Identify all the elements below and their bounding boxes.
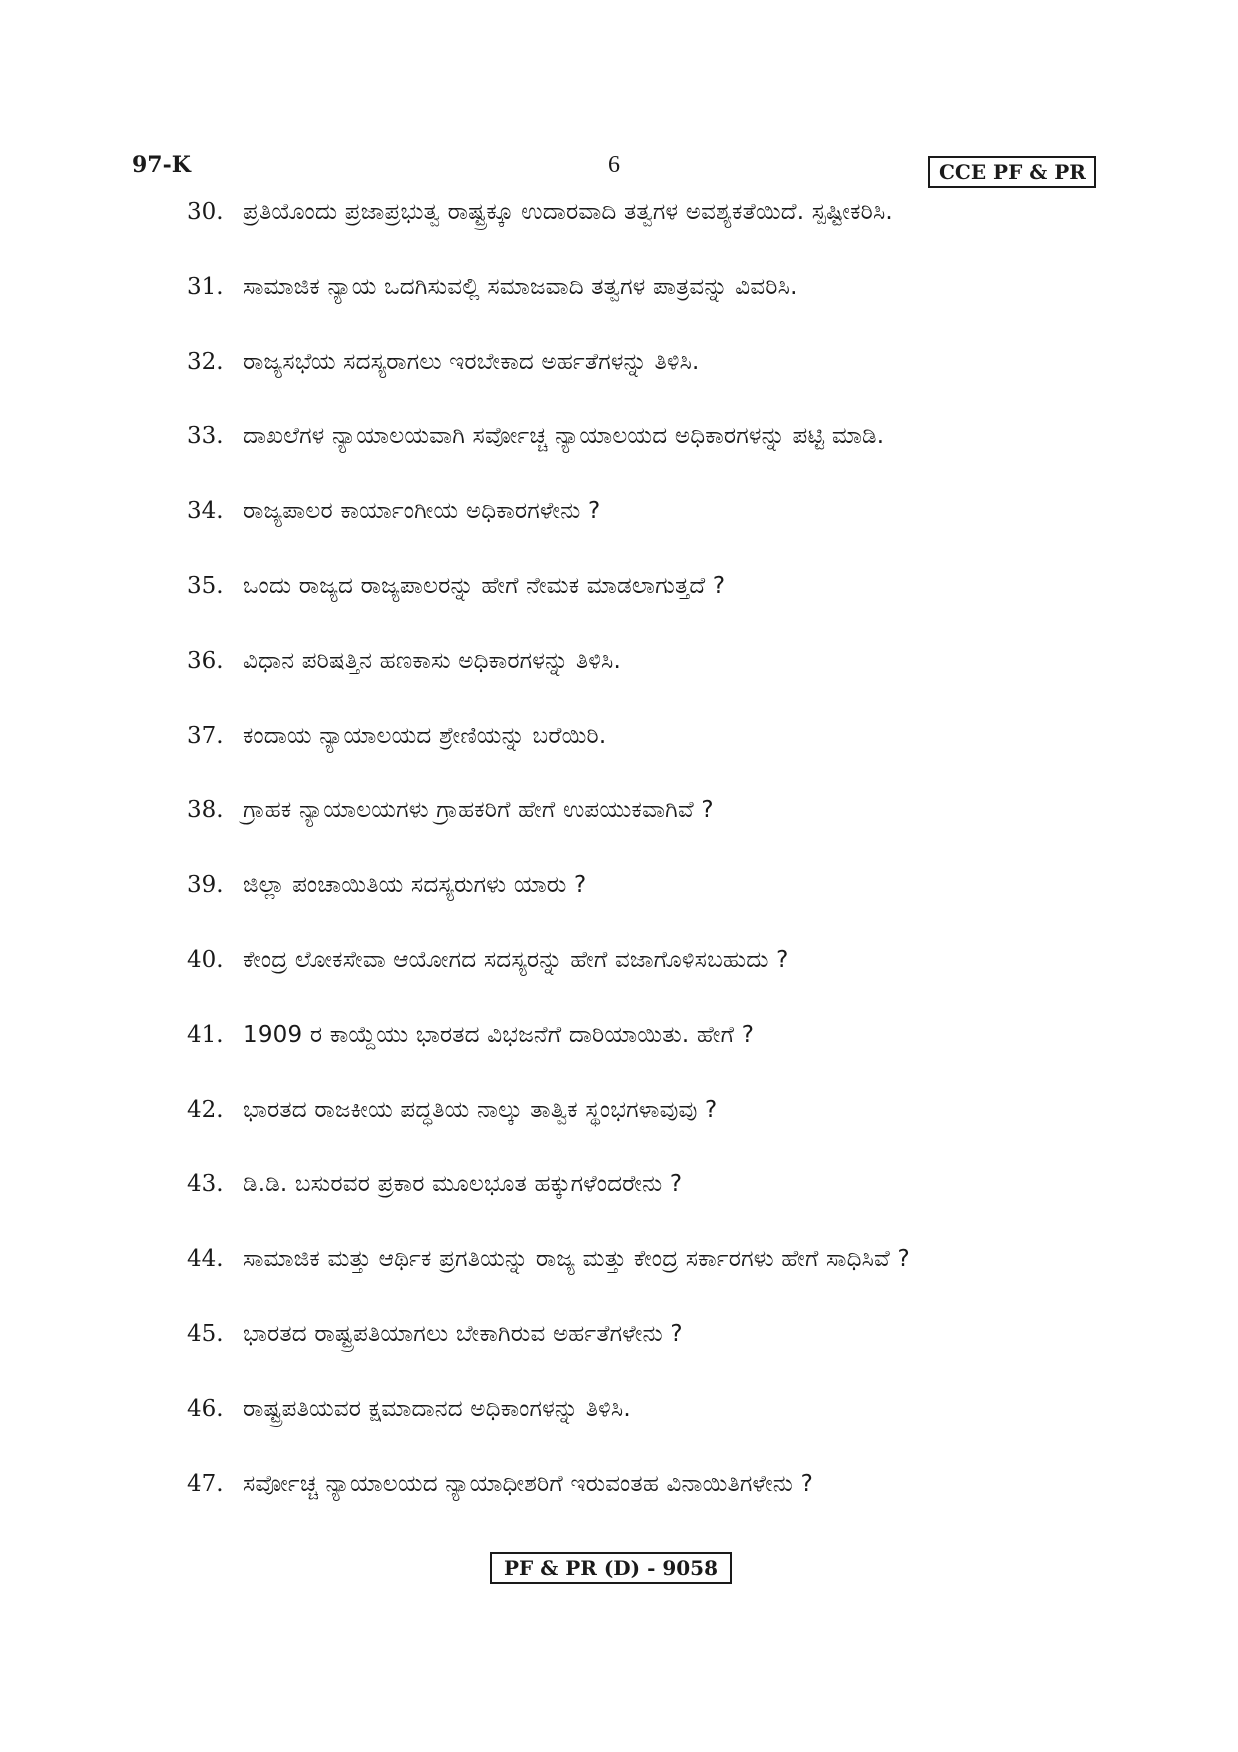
question-text: 1909 ರ ಕಾಯ್ದೆಯು ಭಾರತದ ವಿಭಜನೆಗೆ ದಾರಿಯಾಯಿತು. ಹೇಗೆ ? [243,1021,755,1048]
question-number: 33. [187,423,224,450]
question-number: 36. [187,647,224,674]
question-item [187,1241,1087,1316]
question-item [187,1092,1087,1167]
question-number: 30. [187,199,224,225]
question-item [187,568,1087,643]
question-item [187,194,1087,269]
question-text: ವಿಧಾನ ಪರಿಷತ್ತಿನ ಹಣಕಾಸು ಅಧಿಕಾರಗಳನ್ನು ತಿಳಿಸಿ. [243,647,621,674]
question-number: 44. [187,1246,224,1273]
question-number: 37. [187,722,224,749]
question-number: 46. [187,1395,224,1422]
question-item [187,1316,1087,1391]
question-item [187,418,1087,493]
question-text: ಡಿ.ಡಿ. ಬಸುರವರ ಪ್ರಕಾರ ಮೂಲಭೂತ ಹಕ್ಕುಗಳೆಂದರೇನು ? [243,1171,683,1198]
page-header [0,152,1238,192]
question-item [187,643,1087,718]
question-text: ರಾಜ್ಯಪಾಲರ ಕಾರ್ಯಾಂಗೀಯ ಅಧಿಕಾರಗಳೇನು ? [243,498,601,525]
question-number: 38. [187,797,224,824]
question-text: ಭಾರತದ ರಾಜಕೀಯ ಪದ್ಧತಿಯ ನಾಲ್ಕು ತಾತ್ವಿಕ ಸ್ಥಂಭಗಳಾವುವು ? [243,1096,718,1123]
question-item [187,792,1087,867]
question-number: 47. [187,1470,224,1497]
question-text: ದಾಖಲೆಗಳ ನ್ಯಾಯಾಲಯವಾಗಿ ಸರ್ವೋಚ್ಚ ನ್ಯಾಯಾಲಯದ ಅಧಿಕಾರಗಳನ್ನು ಪಟ್ಟಿ ಮಾಡಿ. [243,423,885,450]
question-item [187,1017,1087,1092]
question-item [187,269,1087,344]
question-item [187,493,1087,568]
question-list [187,194,1087,1540]
question-text: ಗ್ರಾಹಕ ನ್ಯಾಯಾಲಯಗಳು ಗ್ರಾಹಕರಿಗೆ ಹೇಗೆ ಉಪಯುಕವಾಗಿವೆ ? [243,797,714,824]
subject-code: 97-K [132,152,191,178]
question-number: 34. [187,498,224,525]
question-text: ಸಾಮಾಜಿಕ ಮತ್ತು ಆರ್ಥಿಕ ಪ್ರಗತಿಯನ್ನು ರಾಜ್ಯ ಮತ್ತು ಕೇಂದ್ರ ಸರ್ಕಾರಗಳು ಹೇಗೆ ಸಾಧಿಸಿವೆ ? [243,1246,910,1273]
question-text: ಒಂದು ರಾಜ್ಯದ ರಾಜ್ಯಪಾಲರನ್ನು ಹೇಗೆ ನೇಮಕ ಮಾಡಲಾಗುತ್ತದೆ ? [243,572,726,599]
question-number: 39. [187,872,224,899]
question-item [187,867,1087,942]
question-number: 41. [187,1021,224,1048]
question-number: 42. [187,1096,224,1123]
question-text: ಭಾರತದ ರಾಷ್ಟ್ರಪತಿಯಾಗಲು ಬೇಕಾಗಿರುವ ಅರ್ಹತೆಗಳೇನು ? [243,1320,683,1347]
question-number: 40. [187,946,224,973]
question-item [187,1166,1087,1241]
question-number: 43. [187,1171,224,1198]
question-item [187,718,1087,793]
question-text: ಪ್ರತಿಯೊಂದು ಪ್ರಜಾಪ್ರಭುತ್ವ ರಾಷ್ಟ್ರಕ್ಕೂ ಉದಾರವಾದಿ ತತ್ವಗಳ ಅವಶ್ಯಕತೆಯಿದೆ. ಸ್ಪಷ್ಟೀಕರಿಸಿ. [243,199,893,225]
question-text: ಸಾಮಾಜಿಕ ನ್ಯಾಯ ಒದಗಿಸುವಲ್ಲಿ ಸಮಾಜವಾದಿ ತತ್ವಗಳ ಪಾತ್ರವನ್ನು ವಿವರಿಸಿ. [243,273,798,300]
question-item [187,1391,1087,1466]
question-item [187,1466,1087,1541]
question-text: ಸರ್ವೋಚ್ಚ ನ್ಯಾಯಾಲಯದ ನ್ಯಾಯಾಧೀಶರಿಗೆ ಇರುವಂತಹ ವಿನಾಯಿತಿಗಳೇನು ? [243,1470,813,1497]
exam-code-box: CCE PF & PR [928,156,1096,188]
question-number: 45. [187,1320,224,1347]
question-text: ಜಿಲ್ಲಾ ಪಂಚಾಯಿತಿಯ ಸದಸ್ಯರುಗಳು ಯಾರು ? [243,872,587,899]
page-number: 6 [608,152,620,178]
question-number: 31. [187,273,224,300]
question-item [187,942,1087,1017]
question-text: ರಾಜ್ಯಸಭೆಯ ಸದಸ್ಯರಾಗಲು ಇರಬೇಕಾದ ಅರ್ಹತೆಗಳನ್ನು ತಿಳಿಸಿ. [243,348,700,375]
question-number: 35. [187,572,224,599]
question-number: 32. [187,348,224,375]
question-item [187,344,1087,419]
question-text: ರಾಷ್ಟ್ರಪತಿಯವರ ಕ್ಷಮಾದಾನದ ಅಧಿಕಾಂಗಳನ್ನು ತಿಳಿಸಿ. [243,1395,631,1422]
paper-code-box: PF & PR (D) - 9058 [490,1552,732,1584]
question-text: ಕೇಂದ್ರ ಲೋಕಸೇವಾ ಆಯೋಗದ ಸದಸ್ಯರನ್ನು ಹೇಗೆ ವಜಾಗೊಳಿಸಬಹುದು ? [243,946,789,973]
question-text: ಕಂದಾಯ ನ್ಯಾಯಾಲಯದ ಶ್ರೇಣಿಯನ್ನು ಬರೆಯಿರಿ. [243,722,607,749]
